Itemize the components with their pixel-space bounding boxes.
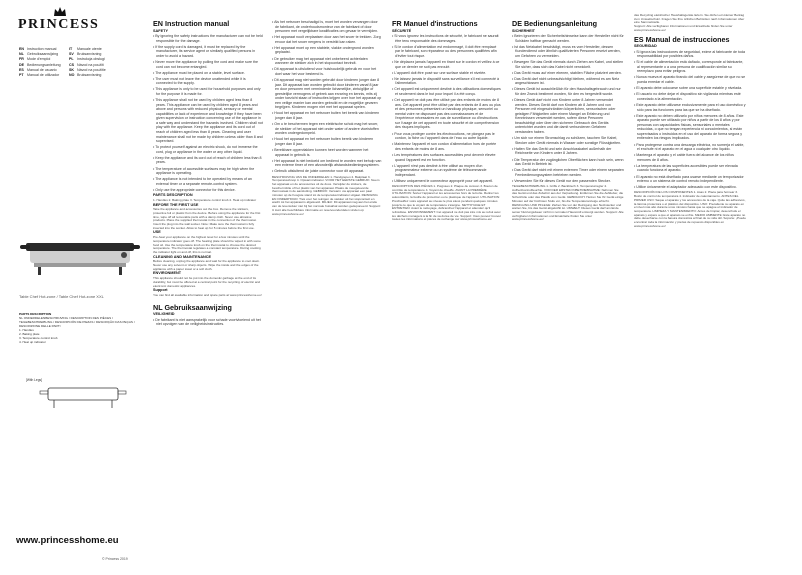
language-name: Instruction manual [27,47,57,51]
es-title: ES Manual de instrucciones [634,34,730,44]
lang-right-col [69,47,129,78]
bullet-item: • The appliance is not intended to be operated by means of an external timer or a separate remote-control system. [153,177,263,186]
language-entry [69,73,129,78]
language-name: Manuale utente [77,47,102,51]
bullet-item: • Das Gerät darf nicht mit einem externen Timer oder einem separaten Fernbedienungssystem betrieben werden. [512,168,624,177]
language-name: Gebruiksaanwijzing [27,52,59,57]
bullet-item: • Never move the appliance by pulling the cord and make sure the cord can not become entangled. [153,60,263,69]
bullet-item: • Houd het apparaat en het netsnoer buiten het bereik van kinderen jonger dan 8 jaar. [272,111,382,120]
bullet-item: • Maintenez l'appareil et son cordon d'alimentation hors de portée des enfants de moins de 8 ans. [392,142,502,151]
bullet-item: • The user must not leave the device unattended while it is connected to the supply. [153,77,263,86]
bullet-item: • This appliance is only to be used for household purposes and only for the purpose it is made for. [153,87,263,96]
language-code: FR [19,57,24,62]
language-code: SK [69,67,74,72]
bullet-item: • Nunca mueva el aparato tirando del cable y asegúrese de que no se pueda enredar el cable. [634,75,746,84]
de-safety-heading: SICHERHEIT [512,28,535,33]
language-code: EN [19,47,24,51]
language-code: PL [69,57,74,62]
figure-label: [With Legs] [26,378,42,382]
bullet-item: • Este aparato debe utilizarse exclusivamente para el uso doméstico y sólo para las funciones para las que se ha diseñado. [634,103,746,112]
bullet-item: • Para protegerse contra una descarga eléctrica, no sumerja el cable, el enchufe ni el aparato en el agua o cualquier otro líquido. [634,143,746,152]
parts-item: 4. Heat up indicator [19,340,46,344]
bullet-item: • Ist das Netzkabel beschädigt, muss es vom Hersteller, dessen Kundendienst oder ähnlich qualifizierten Personen ersetzt werden, um Gefahren zu vermeiden. [512,45,624,59]
brand-name: PRINCESS [18,17,100,32]
de-column [512,20,624,222]
section-heading: ENVIRONMENT [153,271,182,276]
lang-left-col [19,47,61,78]
bullet-item: • Si vous ignorez les instructions de sécurité, le fabricant ne saurait être tenu responsable des dommages. [392,34,502,43]
bullet-item: • Um sich vor einem Stromschlag zu schützen, tauchen Sie Kabel, Stecker oder Gerät niemals in Wasser oder sonstige Flüssigkeiten. [512,136,624,145]
bullet-item: • Keep the appliance and its cord out of reach of children less than 8 years. [153,156,263,165]
parts-item: 1. Handles [19,328,34,332]
language-name: Bedienungsanleitung [27,62,61,67]
bullet-item: • If the supply cord is damaged, it must be replaced by the manufacturer, its service agent or similarly qualified persons in order to avoid a hazard. [153,45,263,59]
bullet-item: • Cet appareil est uniquement destiné à des utilisations domestiques et seulement dans le but pour lequel il a été conçu. [392,87,502,96]
bullet-item: • Dit apparaat is uitsluitend voor huishoudelijk gebruik en voor het doel waar het voor bestemd is. [272,67,382,76]
en-bullet-list [153,34,263,192]
bullet-item: • Das Gerät muss auf einer ebenen, stabilen Fläche platziert werden. [512,71,624,76]
website-url: www.princesshome.eu [16,535,119,546]
fr-title: FR Manuel d'instructions [392,19,478,28]
bullet-item: • Gebruik uitsluitend de juiste connector voor dit apparaat. [272,169,382,174]
bullet-item: • Dieses Gerät darf nicht von Kindern unter 8 Jahren verwendet werden. Dieses Gerät darf von Kindern ab 8 Jahren und von Personen mit eingeschränkten körperlichen, sensorischen oder geistigen Fähigkeiten oder einem Mangel an Erfahrung und Kenntnissen verwendet werden, sofern diese Personen beaufsichtigt oder über den sicheren Gebrauch des Geräts unterrichtet wurden und die damit verbundenen Gefahren verstanden haben. [512,98,624,134]
es-column [634,14,746,228]
product-caption: Table Chef Hot-zone / Table Chef Hot-zone XXL [19,294,104,299]
bullet-item: • Het apparaat nooit verplaatsen door aan het snoer te trekken. Zorg ervoor dat het snoer nergens in verstrikt kan raken. [272,35,382,44]
language-name: Návod na použitie [77,67,106,72]
copyright: © Princess 2019 [102,557,128,561]
bullet-item: • Houd het apparaat en het netsnoer buiten bereik van kinderen jonger dan 8 jaar. [272,137,382,146]
section-text: 1. Handles 2. Baking plate 3. Temperature control knob 4. Heat up indicator [153,197,257,202]
bullet-item: • El aparato debe colocarse sobre una superficie estable y nivelada. [634,86,746,91]
language-name: Návod na použití [77,62,104,67]
section-text: This appliance should not be put into the domestic garbage at the end of its durability, but must be offered at a central point for the recycling of electric and electronic domestic appliances. [153,276,261,288]
bullet-item: • L'appareil doit être posé sur une surface stable et nivelée. [392,71,502,76]
product-diagram-with-legs [18,374,148,414]
product-image-grill [12,225,148,285]
bullet-item: • De gebruiker mag het apparaat niet onbeheerd achterlaten wanneer de stekker zich in het stopcontact bevindt. [272,57,382,66]
en-title: EN Instruction manual [153,19,230,28]
fr-safety-heading: SÉCURITÉ [392,28,412,33]
bullet-item: • To protect yourself against an electric shock, do not immerse the cord, plug or appliance in the water or any other liquid. [153,145,263,154]
de-continued: das Recycling elektrischer Haushaltsgeräte liefern. Sie dürfen ein kleiner Beitrag zum Umweltschutz. Fragen Sie Ihre örtlichen Behörden nach Informationen über eine Sammelstelle. [634,13,745,25]
language-name: Bruksanvisning [77,73,102,78]
bullet-item: • De fabrikant is niet aansprakelijk voor schade voortvloeiend uit het niet opvolgen van de veiligheidsinstructies. [153,318,263,327]
parts-header: NL ONDERDELENBESCHRIJVING / DESCRIPTION DES PIÈCES / TEILEBESCHREIBUNG / DESCRIPCIÓN DE PIEZAS / DESCRIÇÃO DAS PEÇAS / DESCRIZIONE DELLE PARTI [19,316,135,328]
language-name: Manual de usuario [27,67,57,72]
bullet-item: • This appliance shall not be used by children aged less than 8 years. This appliance can be used by children aged 8 years and above and persons with reduced physical, sensory or mental capabilities or lack of experience and knowledge if they have been given supervision or instruction concerning use of the appliance in a safe way and understand the hazards involved. Children shall not play with the appliance. Keep the appliance and its cord out of reach of children aged less than 8 years. Cleaning and user maintenance shall not be made by children unless older than 8 and supervised. [153,98,263,143]
crown-icon [53,6,67,18]
bullet-item: • El aparato no está diseñado para usarse mediante un temporizador externo o un sistema de control remoto independiente. [634,175,746,184]
bullet-item: • Bereikbare oppervlakken kunnen heet worden wanneer het apparaat in gebruik is. [272,148,382,157]
de-bullet-list [512,34,624,183]
section-text: Pre-heat your appliance on the highest level for a few minutes until the temperature indicator goes off. The heating plate should be wiped in with some food oil. Use the temperature knob on the thermostat to choose the desired temperature. The thermostat regulates a constant temperature. During cooking the indicator light on and off, this is normal. [153,235,261,254]
language-code: ES [19,67,24,72]
bullet-item: • Les températures des surfaces accessibles peut devenir élevée quand l'appareil est en fonction. [392,153,502,162]
language-code: IT [69,47,73,51]
bullet-item: • Beim Ignorieren der Sicherheitshinweise kann der Hersteller nicht für Schäden haftbar gemacht werden. [512,34,624,43]
bullet-item: • By ignoring the safety instructions the manufacturer can not be held responsible for the damage. [153,34,263,43]
section-heading: CLEANING AND MAINTENANCE [153,254,212,259]
section-text: Take the appliance and accessories out the box. Remove the stickers, protective foil or plastic from the device. Before using the appliance for the first time, wipe off all removable parts with a damp cloth. Never use abrasive products. Place the supplied thermostat in the connection of the thermostat. Insert the plug into the wall socket. Note: Make sure the thermostat is fully inserted into the socket. Allow to heat up for 5 minutes before the first use. [153,207,261,230]
language-name: Mode d'emploi [27,57,51,62]
fr-column [392,20,502,222]
fr-small-text: DESCRIPTION DES PIÈCES 1. Poignées 2. Plaque de cuisson 3. Bouton de contrôle de température 4. Voyant de chauffe. AVANT LA PREMIÈRE UTILISATION: Sortez l'appareil et les accessoires hors de la boîte. Retirez les autocollants, la feuille de protection ou le plastique de l'appareil. UTILISATION: Préchauffez votre appareil au niveau le plus élevé pendant quelques minutes jusqu'à ce que le voyant de température s'éteigne. NETTOYAGE ET ENTRETIEN: Avant le nettoyage, débranchez l'appareil et attendez qu'il refroidisse. ENVIRONNEMENT: Cet appareil ne doit pas être mis au rebut avec les déchets ménagers à la fin de sa durée de vie. Support: Vous pouvez trouver toutes les informations et pièces de rechange sur www.princesshome.eu! [392,184,502,222]
bullet-item: • Verwenden Sie für dieses Gerät nur den passenden Stecker. [512,179,624,184]
bullet-item: • L'appareil n'est pas destiné à être utilisé au moyen d'un programmateur externe ou un système de télécommande indépendant. [392,164,502,178]
language-name: Bruksanvisning [77,52,102,57]
nl-small-text: BESCHRIJVING VAN DE ONDERDELEN 1. Handgrepen 2. Bakplaat 3. Temperatuurknop 4. Opwarmindicator. VOOR HET EERSTE GEBRUIK: Neem het apparaat en de accessoires uit de doos. Verwijder de stickers, de beschermfolie of het plastic van het apparaat. Plaats de meegeleverde thermostaat in de aansluiting. GEBRUIK: Verwarm uw apparaat een paar minuten op de hoogste stand tot de temperatuurindicator uitgaat. REINIGING EN ONDERHOUD: Trek voor het reinigen de stekker uit het stopcontact en wacht tot het apparaat is afgekoeld. MILIEU: Dit apparaat mag aan het einde van de levensduur niet bij het normale huisafval worden gedeponeerd. Support: U kunt alle beschikbare informatie en reserveonderdelen vinden op www.princesshome.eu! [272,174,381,216]
bullet-item: • Het apparaat is niet bedoeld om bediend te worden met behulp van een externe timer of een afzonderlijk afstandsbedieningssysteem. [272,159,382,168]
en-small-sections [153,194,263,298]
language-code: CS [69,62,74,67]
bullet-item: • Dieses Gerät ist ausschließlich für den Haushaltsgebrauch und nur für den Zweck bestimmt worden, für den es hergestellt wurde. [512,87,624,96]
bullet-item: • Si le cordon d'alimentation est endommagé, il doit être remplacé par le fabricant, son réparateur ou des personnes qualifiées afin d'éviter tout risque. [392,45,502,59]
bullet-item: • Dit apparaat mag niet worden gebruikt door kinderen jonger dan 8 jaar. Dit apparaat kan worden gebruikt door kinderen vanaf 8 jaar en door personen met verminderde lichamelijke, zintuiglijke of geestelijke vermogens of gebrek aan ervaring en kennis, mits zij onder toezicht staan of instructies krijgen over hoe het apparaat op een veilige manier kan worden gebruikt en de mogelijke gevaren begrijpen. Kinderen mogen niet met het apparaat spelen. [272,78,382,110]
parts-item: 2. Baking plate [19,332,40,336]
parts-title: PARTS DESCRIPTION [19,312,52,316]
bullet-item: • Si ignora las instrucciones de seguridad, exime al fabricante de toda responsabilidad por posibles daños. [634,50,746,59]
es-small-text: DESCRIPCIÓN DE LOS COMPONENTES 1. Asas 2. Placa para hornear 3. Botón de control de temperatura 4. Indicador de calentamiento. ANTES DEL PRIMER USO: Saque el aparato y los accesorios de la caja. Quite las adhesivos, la lámina protectora o el plástico del dispositivo. USO: Precaliente su aparato en el nivel más alto durante unos minutos hasta que se apague el indicador de temperatura. LIMPIEZA Y MANTENIMIENTO: Antes de limpiar, desenchufe el aparato y espere a que el aparato se enfríe. MEDIO AMBIENTE: Este aparato no debe desecharse con la basura doméstica al final de su vida útil. Soporte: ¡Puede encontrar toda la información y piezas de repuesto disponibles en www.princesshome.eu! [634,190,746,228]
fr-bullet-list [392,34,502,183]
language-entry [19,73,61,78]
section-heading: BEFORE THE FIRST USE [153,202,199,207]
nl-bullet-list-start [153,318,263,327]
language-code: DE [19,62,24,67]
language-list [19,47,106,78]
de-title: DE Bedienungsanleitung [512,19,598,28]
bullet-item: • The appliance must be placed on a stable, level surface. [153,71,263,76]
bullet-item: • Halten Sie das Gerät und sein Anschlusskabel außerhalb der Reichweite von Kindern unter 8 Jahren. [512,147,624,156]
nl-title: NL Gebruiksaanwijzing [153,302,232,312]
bullet-item: • Si el cable de alimentación está dañado, corresponde al fabricante, al representante o a una persona de cualificación similar su reemplazo para evitar peligros. [634,60,746,74]
bullet-item: • Die Temperatur der zugänglichen Oberflächen kann hoch sein, wenn das Gerät in Betrieb ist. [512,158,624,167]
section-text: You can find all available information and spare parts at www.princesshome.eu! [153,293,262,297]
parts-item: 3. Temperature control knob [19,336,58,340]
parts-description [19,312,139,344]
bullet-item: • Om u te beschermen tegen een elektrische schok mag het snoer, de stekker of het apparaat niet onder water of andere vloeistoffen worden ondergedompeld. [272,122,382,136]
language-code: PT [19,73,24,78]
bullet-item: • Als het netsnoer beschadigd is, moet het worden vervangen door de fabrikant, de onderhoudsmonteur van de fabrikant of door personen met vergelijkbare kwalificaties om gevaar te vermijden. [272,20,382,34]
bullet-item: • Ne laissez jamais le dispositif sans surveillance s'il est connecté à l'alimentation. [392,77,502,86]
section-heading: USE [153,230,161,235]
bullet-item: • Bewegen Sie das Gerät niemals durch Ziehen am Kabel, und stellen Sie sicher, dass sich das Kabel nicht verwickelt. [512,60,624,69]
bullet-item: • La temperatura de las superficies accesibles puede ser elevada cuando funciona el aparato. [634,164,746,173]
brand-logo [18,15,99,33]
en-safety-heading: SAFETY [153,28,168,33]
parts-items [19,328,139,344]
bullet-item: • Only use the appropriate connector for this device. [153,188,263,193]
es-bullet-list [634,50,746,190]
de-small-text: TEILEBESCHREIBUNG 1. Griffe 2. Backblech 3. Temperaturregler 4. Aufheizkontrollleuchte. VOR DER ERSTEN INBETRIEBNAHME: Nehmen Sie das Gerät und das Zubehör aus der Verpackung. Entfernen Sie die Aufkleber, die Schutzfolie oder das Plastik vom Gerät. GEBRAUCH: Heizen Sie Ihr Gerät einige Minuten auf der höchsten Stufe vor, bis die Temperaturanzeige erlischt. REINIGUNG UND PFLEGE: Ziehen Sie vor der Reinigung den Netzstecker und warten Sie, bis das Gerät abgekühlt ist. UMWELT: Dieses Gerät darf am Ende seiner Nutzungsdauer nicht im normalen Hausmüll entsorgt werden. Support: Alle verfügbaren Informationen und Ersatzteile finden Sie unter www.princesshome.eu! [512,184,624,222]
language-code: NO [69,73,75,78]
bullet-item: • Utilisez uniquement le connecteur approprié pour cet appareil. [392,179,502,184]
section-text: Before cleaning, unplug the appliance and wait for the appliance to cool down. Never use any solvent or sharp objects. Wipe the inside and the edges of the appliance with a paper towel or a soft cloth. [153,259,260,271]
language-code: NL [19,52,24,57]
language-name: Instrukcja obsługi [77,57,105,62]
bullet-item: • Het apparaat moet op een stabiele, vlakke ondergrond worden geplaatst. [272,46,382,55]
en-column [153,20,263,328]
bullet-item: • Utilice únicamente el adaptador adecuado con este dispositivo. [634,185,746,190]
bullet-item: • The temperature of accessible surfaces may be high when the appliance is operating. [153,167,263,176]
es-safety-heading: SEGURIDAD [634,44,657,49]
de-support: Support: Alle verfügbaren Informationen und Ersatzteile finden Sie unter www.princesshome.eu! [634,24,733,32]
bullet-item: • Ne déplacez jamais l'appareil en tirant sur le cordon et veillez à ce que ce dernier ne soit pas enroulé. [392,60,502,69]
bullet-item: • Cet appareil ne doit pas être utilisé par des enfants de moins de 8 ans. Cet appareil peut être utilisé par des enfants de 8 ans ou plus et des personnes présentant un handicap physique, sensoriel ou mental voire ne disposant pas des connaissances et de l'expérience nécessaires en cas de surveillance ou d'instructions sur l'usage de cet appareil en toute sécurité et de compréhension des risques impliqués. [392,98,502,130]
section-heading: Support [153,288,168,293]
nl-safety-heading: VEILIGHEID [153,312,175,317]
bullet-item: • El usuario no debe dejar el dispositivo sin vigilancia mientras esté conectado a la alimentación. [634,92,746,101]
bullet-item: • Das Gerät darf nicht unbeaufsichtigt bleiben, während es am Netz angeschlossen ist. [512,77,624,86]
nl-bullet-list [272,20,382,174]
bullet-item: • Este aparato no deben utilizarlo por niños menores de 8 años. Este aparato puede ser utilizado por niños a partir de los 8 años y por personas con capacidades físicas, sensoriales o mentales reducidas, o que no tengan experiencia ni conocimientos, si están supervisados o instruidos en el uso del aparato de forma segura y entienden los riesgos implicados. [634,114,746,141]
bullet-item: • Pour vous protéger contre les électrocutions, ne plongez pas le cordon, la fiche ou l'appareil dans de l'eau ou autre liquide. [392,132,502,141]
bullet-item: • Mantenga el aparato y el cable fuera del alcance de los niños menores de 8 años. [634,153,746,162]
language-name: Manual de utilizador [27,73,60,78]
nl-column [272,20,382,216]
section-heading: PARTS DESCRIPTION [153,193,193,198]
language-code: SV [69,52,74,57]
